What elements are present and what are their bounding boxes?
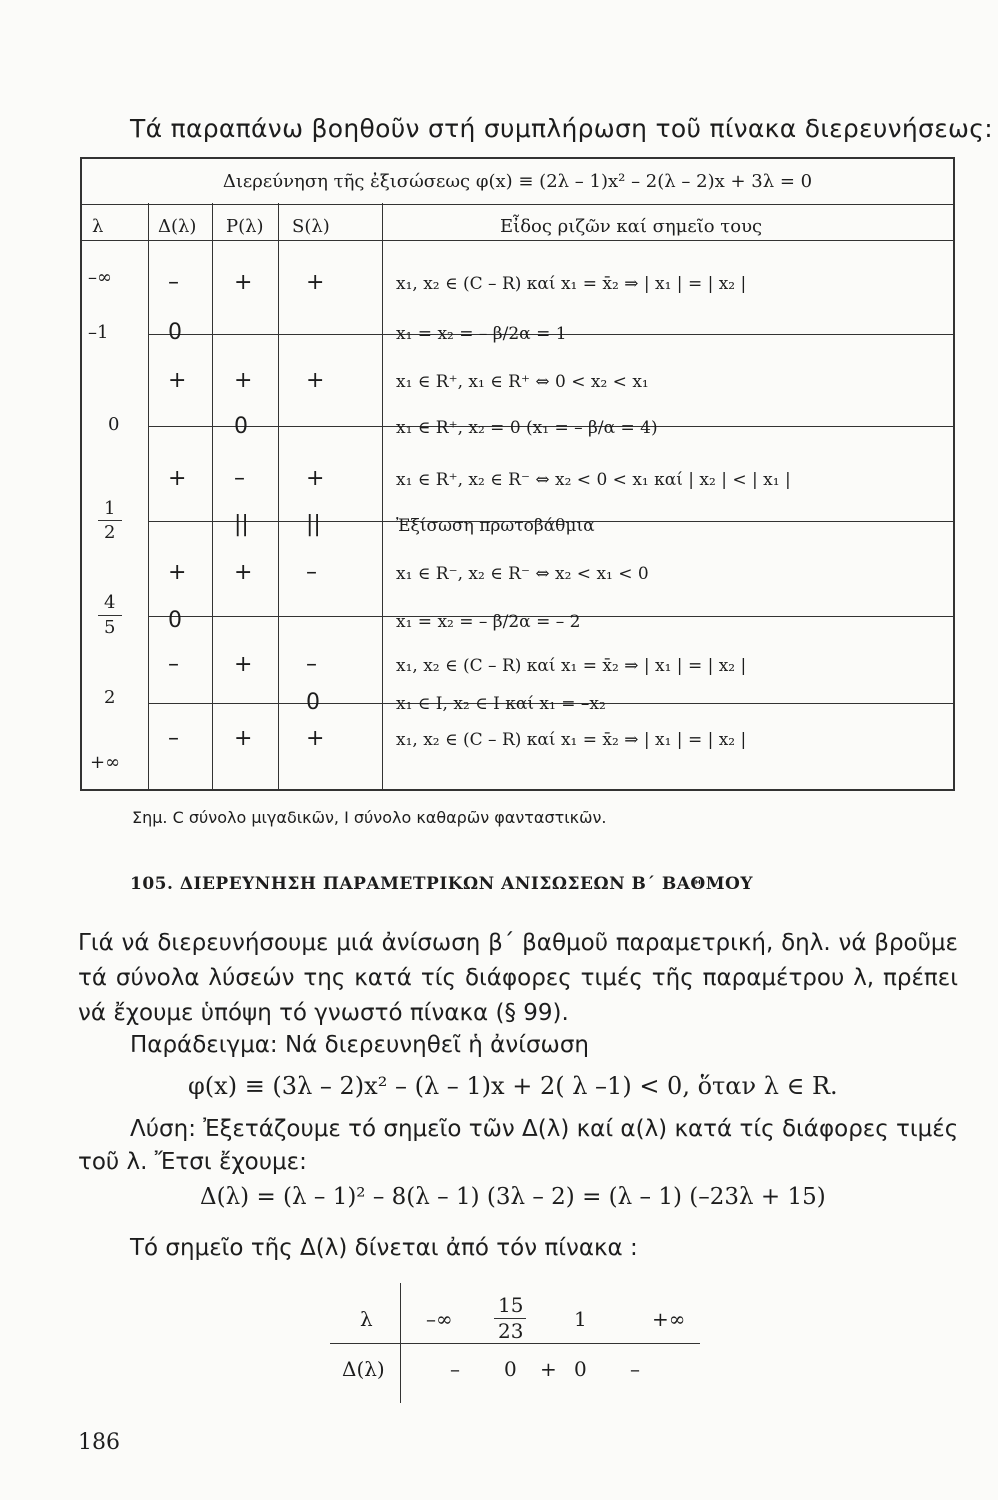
lambda-four-fifths-bar — [98, 615, 122, 616]
root-description: x₁, x₂ ∈ (C – R) καί x₁ = x̄₂ ⇒ | x₁ | = | x₂ | — [396, 274, 747, 294]
small-sign-2: + — [540, 1357, 557, 1381]
root-description: x₁ ∈ R⁺, x₂ = 0 (x₁ = – β/α = 4) — [396, 418, 658, 438]
small-sign-3: – — [630, 1357, 640, 1381]
sign-cell: + — [168, 466, 187, 491]
sign-cell: 0 — [234, 414, 248, 439]
sign-cell: 0 — [168, 320, 182, 345]
lambda-half-den: 2 — [104, 522, 116, 543]
sign-cell: || — [234, 512, 249, 537]
lambda-plus-inf: +∞ — [90, 752, 121, 773]
root-description: x₁ ∈ R⁺, x₁ ∈ R⁺ ⇔ 0 < x₂ < x₁ — [396, 372, 649, 392]
sign-cell: + — [234, 652, 253, 677]
root-description: x₁ ∈ I, x₂ ∈ I καί x₁ = –x₂ — [396, 694, 606, 714]
sign-cell: + — [306, 726, 325, 751]
sign-cell: + — [234, 270, 253, 295]
sign-cell: – — [168, 726, 179, 751]
sign-cell: – — [168, 270, 179, 295]
sign-cell: + — [168, 368, 187, 393]
lambda-minus-one: –1 — [88, 322, 109, 343]
sign-cell: – — [306, 652, 317, 677]
example-line: Παράδειγμα: Νά διερευνηθεῖ ἡ ἀνίσωση — [130, 1032, 589, 1058]
small-row2-label: Δ(λ) — [342, 1357, 385, 1381]
small-zero-1: 0 — [504, 1357, 517, 1381]
small-frac-den: 23 — [498, 1319, 524, 1343]
delta-sign-table — [330, 1283, 700, 1403]
lambda-two: 2 — [104, 687, 116, 708]
root-description: x₁ = x₂ = – β/2α = 1 — [396, 324, 567, 344]
root-description: x₁, x₂ ∈ (C – R) καί x₁ = x̄₂ ⇒ | x₁ | = | x₂ | — [396, 656, 747, 676]
sign-cell: – — [306, 560, 317, 585]
small-sign-1: – — [450, 1357, 460, 1381]
lambda-zero: 0 — [108, 414, 120, 435]
table-header-cell: S(λ) — [292, 216, 330, 237]
sign-intro: Τό σημεῖο τῆς Δ(λ) δίνεται ἀπό τόν πίνακα : — [130, 1235, 638, 1261]
delta-equation: Δ(λ) = (λ – 1)² – 8(λ – 1) (3λ – 2) = (λ – 1) (–23λ + 15) — [200, 1184, 826, 1210]
sign-cell: + — [234, 726, 253, 751]
paragraph-intro: Γιά νά διερευνήσουμε μιά ἀνίσωση β΄ βαθμοῦ παραμετρική, δηλ. νά βροῦμε τά σύνολα λύσεών της κατά τίς διάφορες τιμές τῆς παραμέτρου λ, πρέπει νά ἔχουμε ὑπόψη τό γνωστό πίνακα (§ 99). — [78, 930, 958, 1026]
sign-cell: + — [306, 270, 325, 295]
sign-cell: – — [234, 466, 245, 491]
lambda-four-fifths-num: 4 — [104, 592, 116, 613]
table-header-cell: Δ(λ) — [158, 216, 197, 237]
sign-cell: + — [234, 368, 253, 393]
sign-cell: 0 — [306, 690, 320, 715]
section-title: 105. ΔΙΕΡΕΥΝΗΣΗ ΠΑΡΑΜΕΤΡΙΚΩΝ ΑΝΙΣΩΣΕΩΝ Β΄ ΒΑΘΜΟΥ — [130, 874, 753, 894]
solution-line-2: τοῦ λ. Ἔτσι ἔχουμε: — [78, 1149, 307, 1175]
table-header-cell: Εἶδος ριζῶν καί σημεῖο τους — [500, 216, 763, 237]
sign-cell: + — [306, 466, 325, 491]
root-description: x₁ ∈ R⁺, x₂ ∈ R⁻ ⇔ x₂ < 0 < x₁ καί | x₂ | < | x₁ | — [396, 470, 791, 490]
table-header-cell: λ — [92, 216, 104, 237]
table-header-rule — [80, 240, 955, 241]
intro-text: Τά παραπάνω βοηθοῦν στή συμπλήρωση τοῦ πίνακα διερευνήσεως: — [130, 114, 993, 143]
small-table-hline — [330, 1343, 700, 1344]
solution-line-1: Λύση: Ἐξετάζουμε τό σημεῖο τῶν Δ(λ) καί α(λ) κατά τίς διάφορες τιμές — [130, 1116, 959, 1142]
root-description: x₁ = x₂ = – β/2α = – 2 — [396, 612, 581, 632]
sign-cell: 0 — [168, 608, 182, 633]
sign-cell: – — [168, 652, 179, 677]
root-description: Ἐξίσωση πρωτοβάθμια — [396, 516, 595, 536]
table-title: Διερεύνηση τῆς ἐξισώσεως φ(x) ≡ (2λ – 1)x² – 2(λ – 2)x + 3λ = 0 — [82, 159, 953, 205]
lambda-half-num: 1 — [104, 498, 116, 519]
small-zero-2: 0 — [574, 1357, 587, 1381]
page-number: 186 — [78, 1430, 120, 1455]
small-minus-inf: –∞ — [426, 1307, 453, 1331]
sign-cell: + — [168, 560, 187, 585]
small-one: 1 — [574, 1307, 587, 1331]
small-plus-inf: +∞ — [652, 1307, 686, 1331]
table-note: Σημ. C σύνολο μιγαδικῶν, I σύνολο καθαρῶν φανταστικῶν. — [132, 808, 607, 827]
small-row1-label: λ — [360, 1307, 373, 1331]
lambda-four-fifths-den: 5 — [104, 617, 116, 638]
sign-cell: + — [306, 368, 325, 393]
inequality: φ(x) ≡ (3λ – 2)x² – (λ – 1)x + 2( λ –1) < 0, ὅταν λ ∈ R. — [188, 1072, 838, 1100]
lambda-minus-inf: –∞ — [88, 267, 112, 288]
small-frac-num: 15 — [498, 1293, 524, 1317]
table-header-cell: P(λ) — [226, 216, 264, 237]
lambda-half-bar — [98, 520, 122, 521]
root-description: x₁ ∈ R⁻, x₂ ∈ R⁻ ⇔ x₂ < x₁ < 0 — [396, 564, 649, 584]
root-description: x₁, x₂ ∈ (C – R) καί x₁ = x̄₂ ⇒ | x₁ | = | x₂ | — [396, 730, 747, 750]
sign-cell: || — [306, 512, 321, 537]
sign-cell: + — [234, 560, 253, 585]
